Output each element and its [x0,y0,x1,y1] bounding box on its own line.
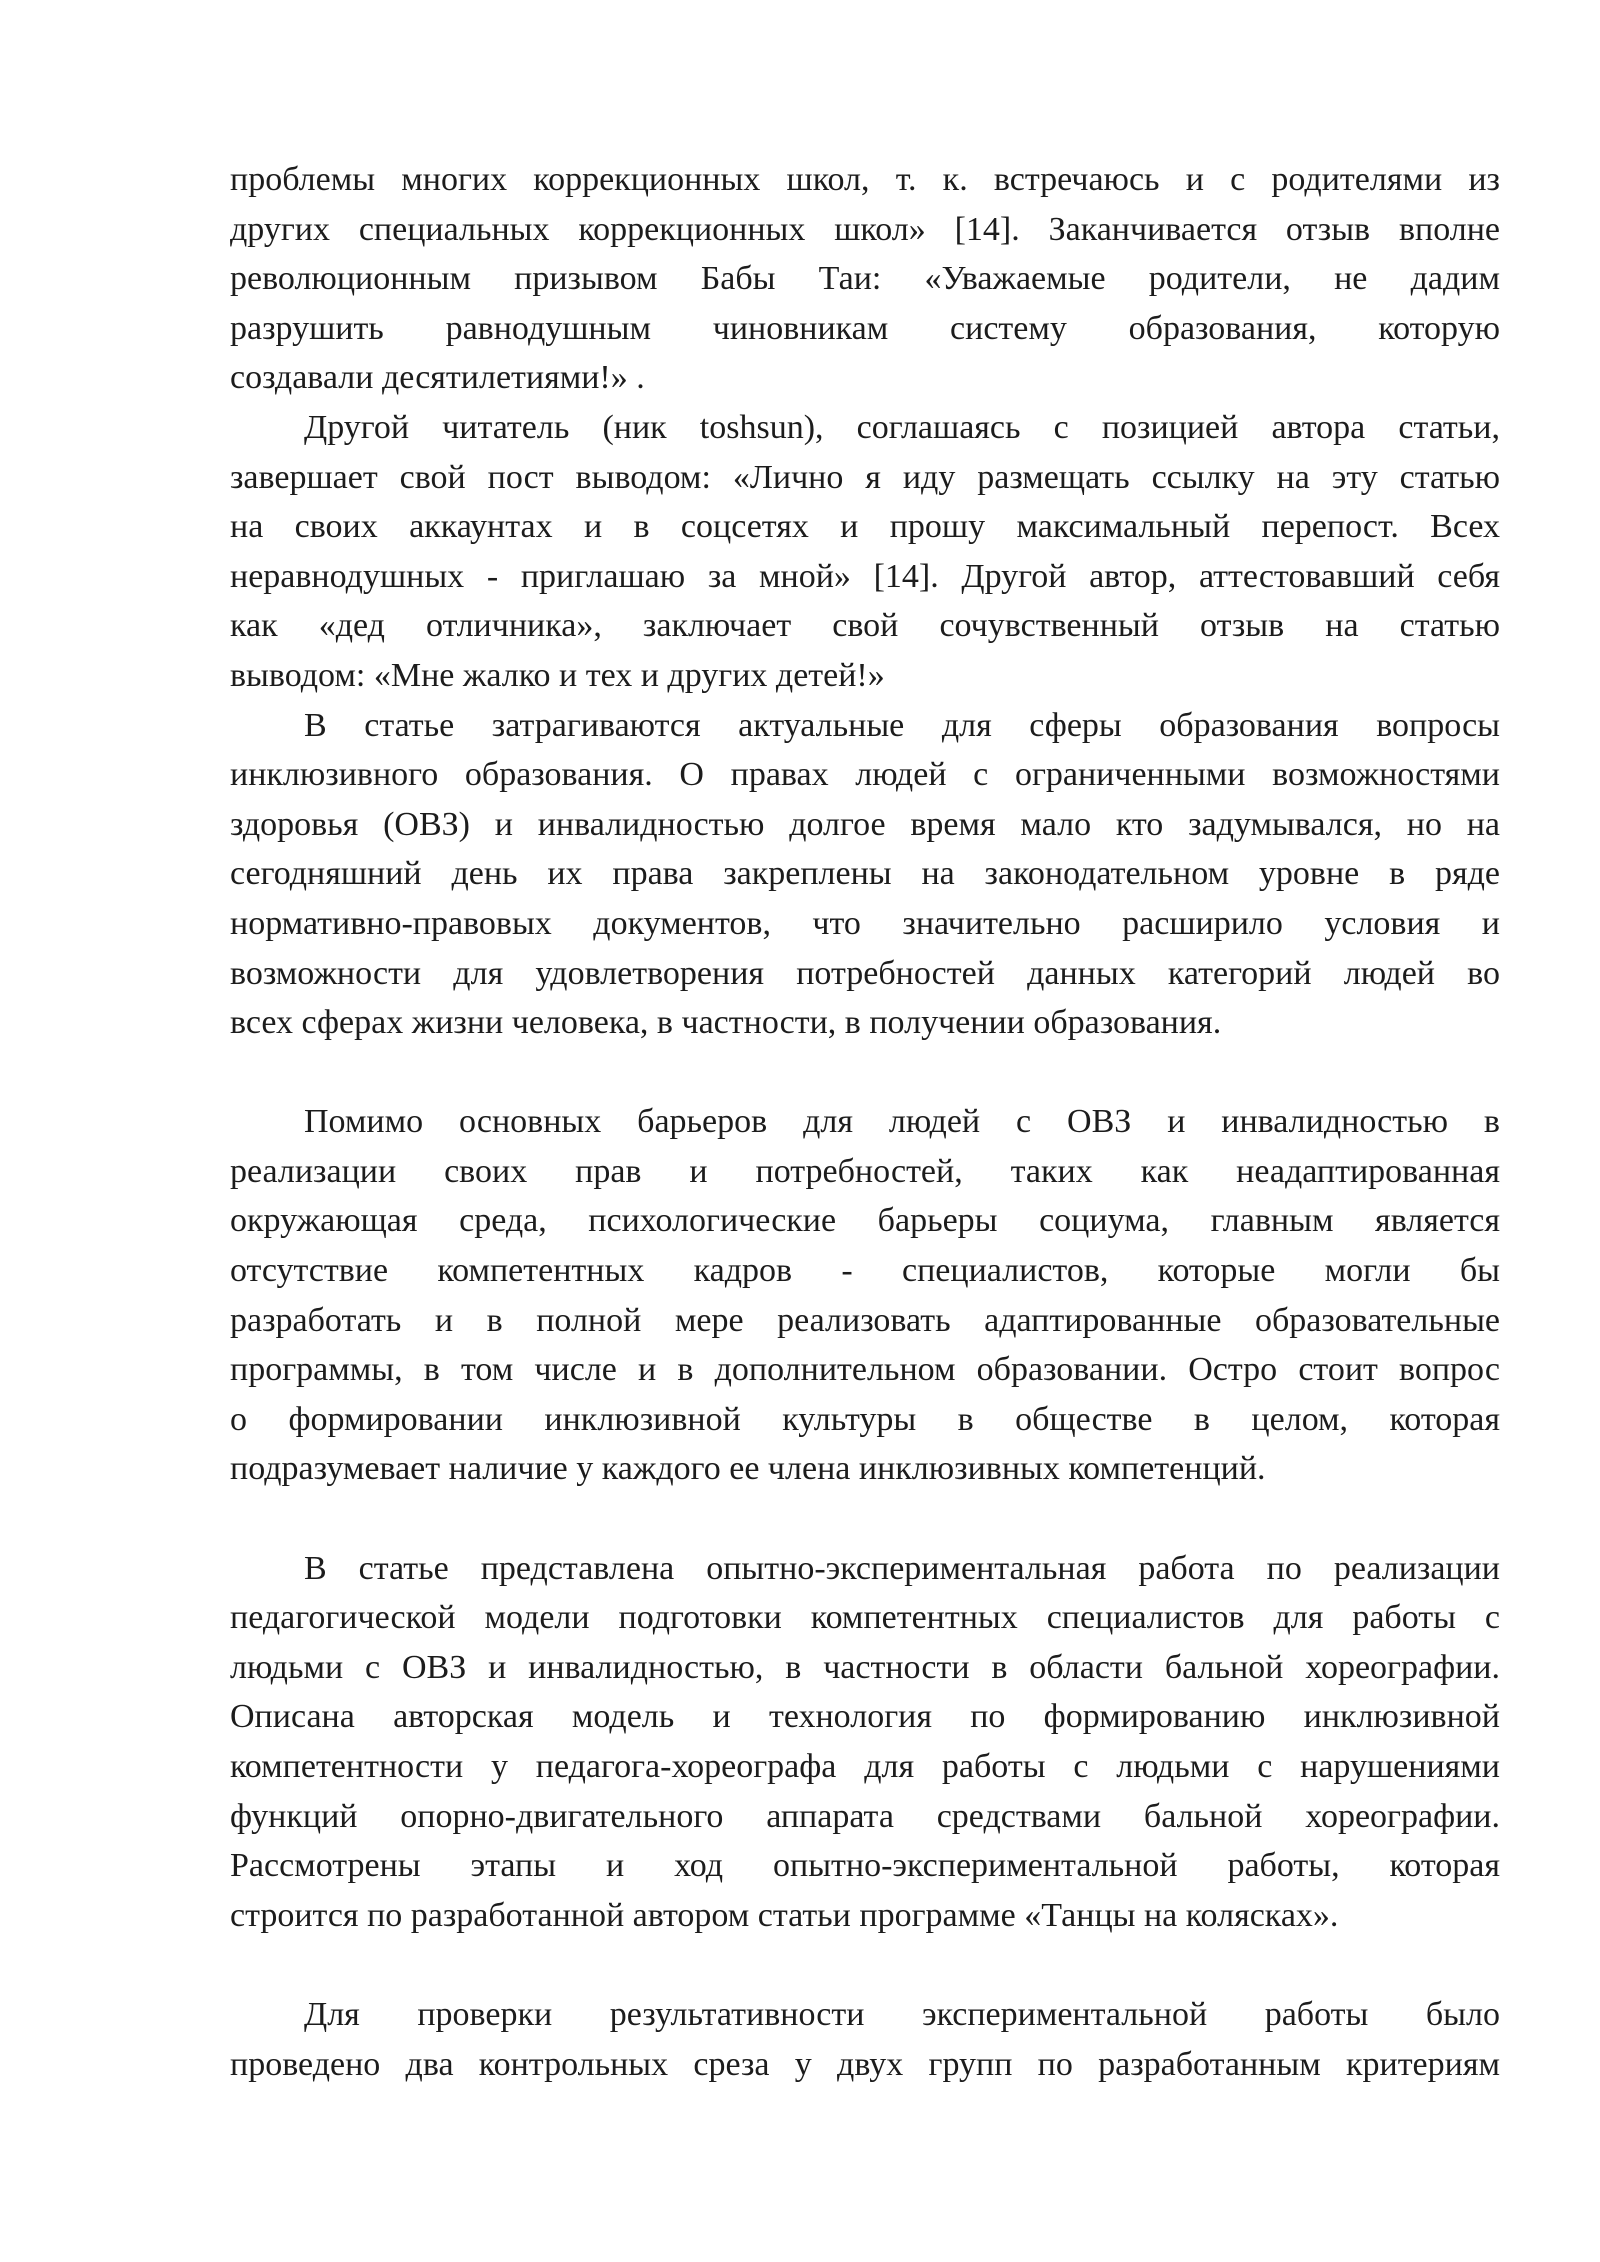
text-line: В статье представлена опытно-экспериментальная работа по реализации [304,1549,1500,1587]
paragraph-inclusive-education [230,701,1500,1048]
text-line: инклюзивного образования. О правах людей с ограниченными возможностями [230,756,1500,794]
text-line: других специальных коррекционных школ» [14]. Заканчивается отзыв вполне [230,210,1500,248]
text-line: людьми с ОВЗ и инвалидностью, в частности в области бальной хореографии. [230,1648,1500,1686]
text-line: реализации своих прав и потребностей, таких как неадаптированная [230,1152,1500,1190]
text-line: всех сферах жизни человека, в частности, в получении образования. [230,1004,1222,1042]
text-line: проблемы многих коррекционных школ, т. к. встречаюсь и с родителями из [230,161,1500,198]
text-line: отсутствие компетентных кадров - специалистов, которые могли бы [230,1252,1500,1290]
text-line: неравнодушных - приглашаю за мной» [14]. Другой автор, аттестовавший себя [230,557,1500,595]
text-line: Для проверки результативности экспериментальной работы было [304,1995,1500,2033]
text-line: возможности для удовлетворения потребностей данных категорий людей во [230,954,1500,992]
paragraph-continuation [230,155,1500,403]
text-line: Рассмотрены этапы и ход опытно-экспериментальной работы, которая [230,1847,1500,1885]
text-line: подразумевает наличие у каждого ее члена инклюзивных компетенций. [230,1450,1266,1488]
text-line: разработать и в полной мере реализовать адаптированные образовательные [230,1301,1500,1339]
text-line: Описана авторская модель и технология по формированию инклюзивной [230,1698,1500,1736]
text-line: о формировании инклюзивной культуры в обществе в целом, которая [230,1400,1500,1438]
text-line: проведено два контрольных среза у двух групп по разработанным критериям [230,2045,1500,2083]
text-line: программы, в том числе и в дополнительном образовании. Остро стоит вопрос [230,1351,1500,1389]
text-line: окружающая среда, психологические барьеры социума, главным является [230,1202,1500,1240]
text-line: здоровья (ОВЗ) и инвалидностью долгое время мало кто задумывался, но на [230,805,1500,843]
text-line: Помимо основных барьеров для людей с ОВЗ и инвалидностью в [304,1103,1500,1141]
text-line: строится по разработанной автором статьи программе «Танцы на колясках». [230,1896,1339,1934]
text-line: на своих аккаунтах и в соцсетях и прошу максимальный перепост. Всех [230,508,1500,546]
paragraph-experimental-work [230,1544,1500,1941]
text-line: функций опорно-двигательного аппарата средствами бальной хореографии. [230,1797,1500,1835]
paragraph-barriers [230,1097,1500,1494]
paragraph-verification [230,1990,1500,2089]
text-line: завершает свой пост выводом: «Лично я иду размещать ссылку на эту статью [230,458,1500,496]
text-line: нормативно-правовых документов, что значительно расширило условия и [230,904,1500,942]
text-line: как «дед отличника», заключает свой сочувственный отзыв на статью [230,607,1500,645]
text-line: Другой читатель (ник toshsun), соглашаясь с позицией автора статьи, [304,408,1500,446]
text-line: В статье затрагиваются актуальные для сферы образования вопросы [304,706,1500,744]
text-line: создавали десятилетиями!» . [230,359,645,397]
text-line: разрушить равнодушным чиновникам систему образования, которую [230,309,1500,347]
text-line: компетентности у педагога-хореографа для работы с людьми с нарушениями [230,1748,1500,1785]
text-line: выводом: «Мне жалко и тех и других детей!» [230,656,885,694]
text-line: педагогической модели подготовки компетентных специалистов для работы с [230,1599,1500,1637]
paragraph-reader-toshsun [230,403,1500,701]
text-line: революционным призывом Бабы Таи: «Уважаемые родители, не дадим [230,260,1500,298]
text-line: сегодняшний день их права закреплены на законодательном уровне в ряде [230,855,1500,893]
